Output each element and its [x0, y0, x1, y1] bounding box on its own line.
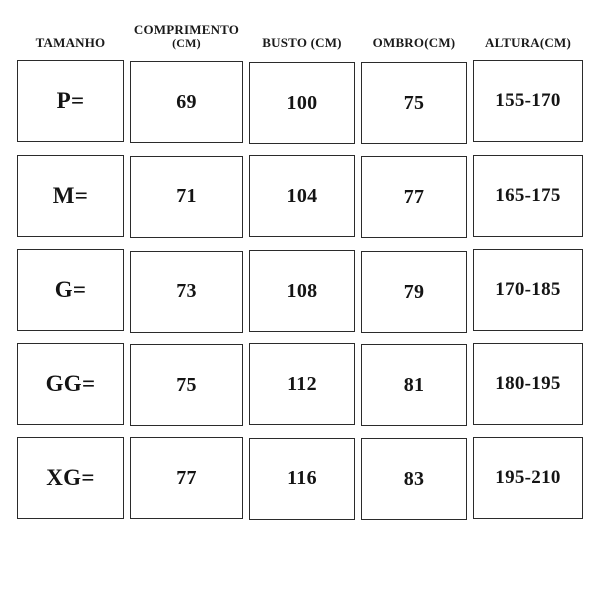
column-header-comprimento-unit: (CM)	[172, 35, 201, 50]
altura-value: 170-185	[495, 279, 561, 300]
altura-cell-box	[473, 155, 583, 237]
cell-altura	[470, 433, 586, 527]
comprimento-cell-box	[130, 437, 243, 519]
cell-busto	[246, 340, 358, 433]
ombro-value: 79	[403, 280, 425, 303]
cell-comprimento	[127, 245, 246, 340]
size-value: G=	[54, 277, 87, 302]
size-cell-box	[17, 249, 124, 331]
comprimento-cell-box	[130, 61, 243, 143]
cell-comprimento	[127, 433, 246, 527]
cell-comprimento	[127, 56, 246, 151]
table-body	[14, 56, 586, 527]
busto-value: 100	[286, 91, 318, 114]
size-value: M=	[52, 182, 89, 208]
comprimento-cell-box	[130, 156, 243, 238]
ombro-value: 81	[403, 373, 425, 396]
table-row	[14, 151, 586, 245]
cell-comprimento	[127, 340, 246, 433]
cell-altura	[470, 245, 586, 340]
comprimento-value: 71	[176, 185, 197, 207]
ombro-cell-box	[361, 62, 467, 144]
table-row	[14, 245, 586, 340]
cell-busto	[246, 56, 358, 151]
cell-comprimento	[127, 151, 246, 245]
altura-value: 165-175	[495, 184, 561, 206]
cell-size	[14, 340, 127, 433]
cell-altura	[470, 340, 586, 433]
altura-cell-box	[473, 343, 583, 425]
column-header-tamanho	[14, 14, 127, 56]
altura-value: 155-170	[495, 90, 561, 111]
altura-cell-box	[473, 60, 583, 142]
busto-value: 112	[287, 372, 317, 395]
column-header-altura-label: ALTURA(CM)	[484, 34, 572, 50]
size-cell-box	[17, 343, 124, 425]
cell-ombro	[358, 151, 470, 245]
column-header-ombro	[358, 14, 470, 56]
table-row	[14, 340, 586, 433]
altura-value: 180-195	[495, 373, 561, 394]
altura-cell-box	[473, 249, 583, 331]
cell-size	[14, 245, 127, 340]
comprimento-value: 75	[176, 373, 197, 396]
column-header-comprimento	[127, 14, 246, 56]
busto-cell-box	[249, 155, 355, 237]
table-row	[14, 56, 586, 151]
busto-cell-box	[249, 250, 355, 332]
ombro-cell-box	[361, 438, 467, 520]
ombro-cell-box	[361, 344, 467, 426]
size-value: XG=	[46, 464, 95, 490]
busto-cell-box	[249, 438, 355, 520]
comprimento-value: 73	[176, 280, 197, 302]
comprimento-cell-box	[130, 344, 243, 426]
altura-value: 195-210	[495, 466, 561, 488]
table-header	[14, 14, 586, 56]
cell-ombro	[358, 56, 470, 151]
busto-value: 116	[287, 467, 317, 489]
header-row	[14, 14, 586, 56]
altura-cell-box	[473, 437, 583, 519]
cell-size	[14, 433, 127, 527]
cell-busto	[246, 151, 358, 245]
column-header-comprimento-label: COMPRIMENTO	[133, 21, 240, 37]
size-cell-box	[17, 60, 124, 142]
cell-busto	[246, 245, 358, 340]
cell-ombro	[358, 245, 470, 340]
comprimento-value: 69	[176, 90, 197, 113]
ombro-value: 75	[403, 91, 425, 114]
ombro-value: 83	[403, 467, 425, 490]
column-header-busto-label: BUSTO (CM)	[262, 34, 342, 50]
size-cell-box	[17, 155, 124, 237]
busto-value: 104	[286, 184, 318, 207]
ombro-cell-box	[361, 156, 467, 238]
cell-size	[14, 56, 127, 151]
busto-cell-box	[249, 62, 355, 144]
ombro-cell-box	[361, 251, 467, 333]
size-chart-table	[14, 14, 586, 527]
cell-altura	[470, 56, 586, 151]
cell-busto	[246, 433, 358, 527]
size-value: P=	[56, 88, 85, 113]
comprimento-value: 77	[176, 466, 197, 489]
size-cell-box	[17, 437, 124, 519]
busto-cell-box	[249, 343, 355, 425]
cell-ombro	[358, 433, 470, 527]
comprimento-cell-box	[130, 251, 243, 333]
column-header-ombro-label: OMBRO(CM)	[372, 34, 456, 50]
ombro-value: 77	[403, 185, 425, 208]
cell-ombro	[358, 340, 470, 433]
busto-value: 108	[286, 279, 318, 302]
size-value: GG=	[45, 371, 96, 396]
column-header-tamanho-label: TAMANHO	[35, 34, 106, 50]
table-row	[14, 433, 586, 527]
cell-altura	[470, 151, 586, 245]
column-header-busto	[246, 14, 358, 56]
column-header-altura	[470, 14, 586, 56]
cell-size	[14, 151, 127, 245]
